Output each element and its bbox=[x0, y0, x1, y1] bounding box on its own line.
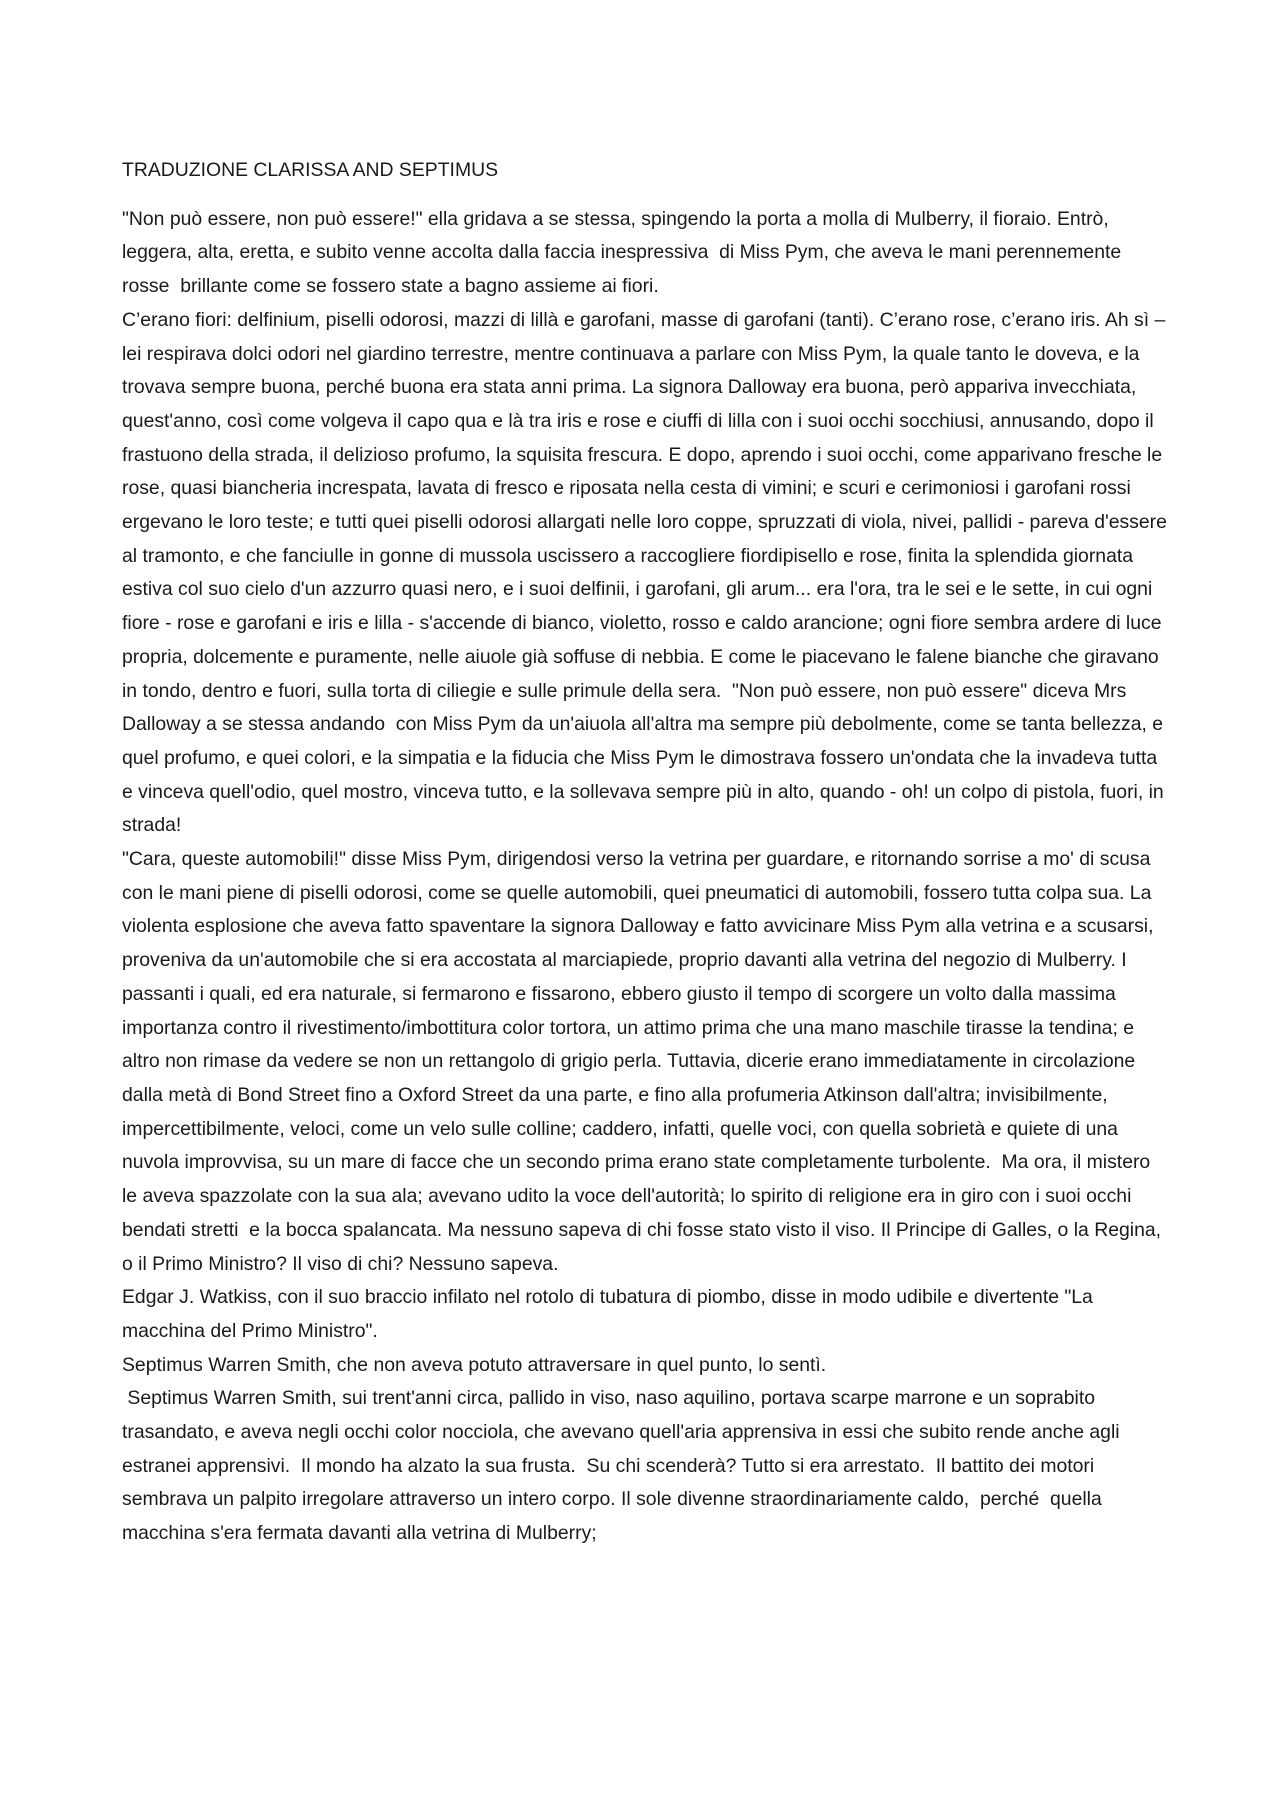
paragraph-opening: "Non può essere, non può essere!" ella gridava a se stessa, spingendo la porta a molla di Mulberry, il fioraio. Entrò, leggera, alta, eretta, e subito venne accolta dalla faccia inespressiva di Miss Pym, che aveva le mani perennemente rosse brillante come se fossero state a bagno assieme ai fiori. bbox=[122, 207, 1127, 298]
paragraph-watkiss: Edgar J. Watkiss, con il suo braccio infilato nel rotolo di tubatura di piombo, disse in modo udibile e divertente "La macchina del Primo Ministro". bbox=[122, 1286, 1099, 1342]
paragraph-septimus-heard: Septimus Warren Smith, che non aveva potuto attraversare in quel punto, lo sentì. bbox=[122, 1353, 827, 1376]
document-page bbox=[122, 154, 1173, 1551]
paragraph-flowers: C’erano fiori: delfinium, piselli odorosi, mazzi di lillà e garofani, masse di garofani (tanti). C’erano rose, c’erano iris. Ah sì –lei respirava dolci odori nel giardino terrestre, mentre continuava a parlare con Miss Pym, la quale tanto le doveva, e la trovava sempre buona, perché buona era stata anni prima. La signora Dalloway era buona, però appariva invecchiata, quest'anno, così come volgeva il capo qua e là tra iris e rose e ciuffi di lilla con i suoi occhi socchiusi, annusando, dopo il frastuono della strada, il delizioso profumo, la squisita frescura. E dopo, aprendo i suoi occhi, come apparivano fresche le rose, quasi biancheria increspata, lavata di fresco e riposata nella cesta di vimini; e scuri e cerimoniosi i garofani rossi ergevano le loro teste; e tutti quei piselli odorosi allargati nelle loro coppe, spruzzati di viola, nivei, pallidi - pareva d'essere al tramonto, e che fanciulle in gonne di mussola uscissero a raccogliere fiordipisello e rose, finita la splendida giornata estiva col suo cielo d'un azzurro quasi nero, e i suoi delfinii, i garofani, gli arum... era l'ora, tra le sei e le sette, in cui ogni fiore - rose e garofani e iris e lilla - s'accende di bianco, violetto, rosso e caldo arancione; ogni fiore sembra ardere di luce propria, dolcemente e puramente, nelle aiuole già soffuse di nebbia. E come le piacevano le falene bianche che giravano in tondo, dentro e fuori, sulla torta di ciliegie e sulle primule della sera. "Non può essere, non può essere" diceva Mrs Dalloway a se stessa andando con Miss Pym da un'aiuola all'altra ma sempre più debolmente, come se tanta bellezza, e quel profumo, e quei colori, e la simpatia e la fiducia che Miss Pym le dimostrava fossero un'ondata che la invadeva tutta e vinceva quell'odio, quel mostro, vinceva tutto, e la sollevava sempre più in alto, quando - oh! un colpo di pistola, fuori, in strada! bbox=[122, 308, 1173, 837]
paragraph-automobiles: "Cara, queste automobili!" disse Miss Pym, dirigendosi verso la vetrina per guardare, e ritornando sorrise a mo' di scusa con le mani piene di piselli odorosi, come se quelle automobili, quei pneumatici di automobili, fossero tutta colpa sua. La violenta esplosione che aveva fatto spaventare la signora Dalloway e fatto avvicinare Miss Pym alla vetrina e a scusarsi, proveniva da un'automobile che si era accostata al marciapiede, proprio davanti alla vetrina del negozio di Mulberry. I passanti i quali, ed era naturale, si fermarono e fissarono, ebbero giusto il tempo di scorgere un volto dalla massima importanza contro il rivestimento/imbottitura color tortora, un attimo prima che una mano maschile tirasse la tendina; e altro non rimase da vedere se non un rettangolo di grigio perla. Tuttavia, dicerie erano immediatamente in circolazione dalla metà di Bond Street fino a Oxford Street da una parte, e fino alla profumeria Atkinson dall'altra; invisibilmente, impercettibilmente, veloci, come un velo sulle colline; caddero, infatti, quelle voci, con quella sobrietà e quiete di una nuvola improvvisa, su un mare di facce che un secondo prima erano state completamente turbolente. Ma ora, il mistero le aveva spazzolate con la sua ala; avevano udito la voce dell'autorità; lo spirito di religione era in giro con i suoi occhi bendati stretti e la bocca spalancata. Ma nessuno sapeva di chi fosse stato visto il viso. Il Principe di Galles, o la Regina, o il Primo Ministro? Il viso di chi? Nessuno sapeva. bbox=[122, 848, 1167, 1275]
paragraph-septimus-description: Septimus Warren Smith, sui trent'anni circa, pallido in viso, naso aquilino, portava scarpe marrone e un soprabito trasandato, e aveva negli occhi color nocciola, che avevano quell'aria apprensiva in essi che subito rende anche agli estranei apprensivi. Il mondo ha alzato la sua frusta. Su chi scenderà? Tutto si era arrestato. Il battito dei motori sembrava un palpito irregolare attraverso un intero corpo. Il sole divenne straordinariamente caldo, perché quella macchina s'era fermata davanti alla vetrina di Mulberry; bbox=[122, 1387, 1125, 1545]
document-title: TRADUZIONE CLARISSA AND SEPTIMUS bbox=[122, 159, 499, 181]
